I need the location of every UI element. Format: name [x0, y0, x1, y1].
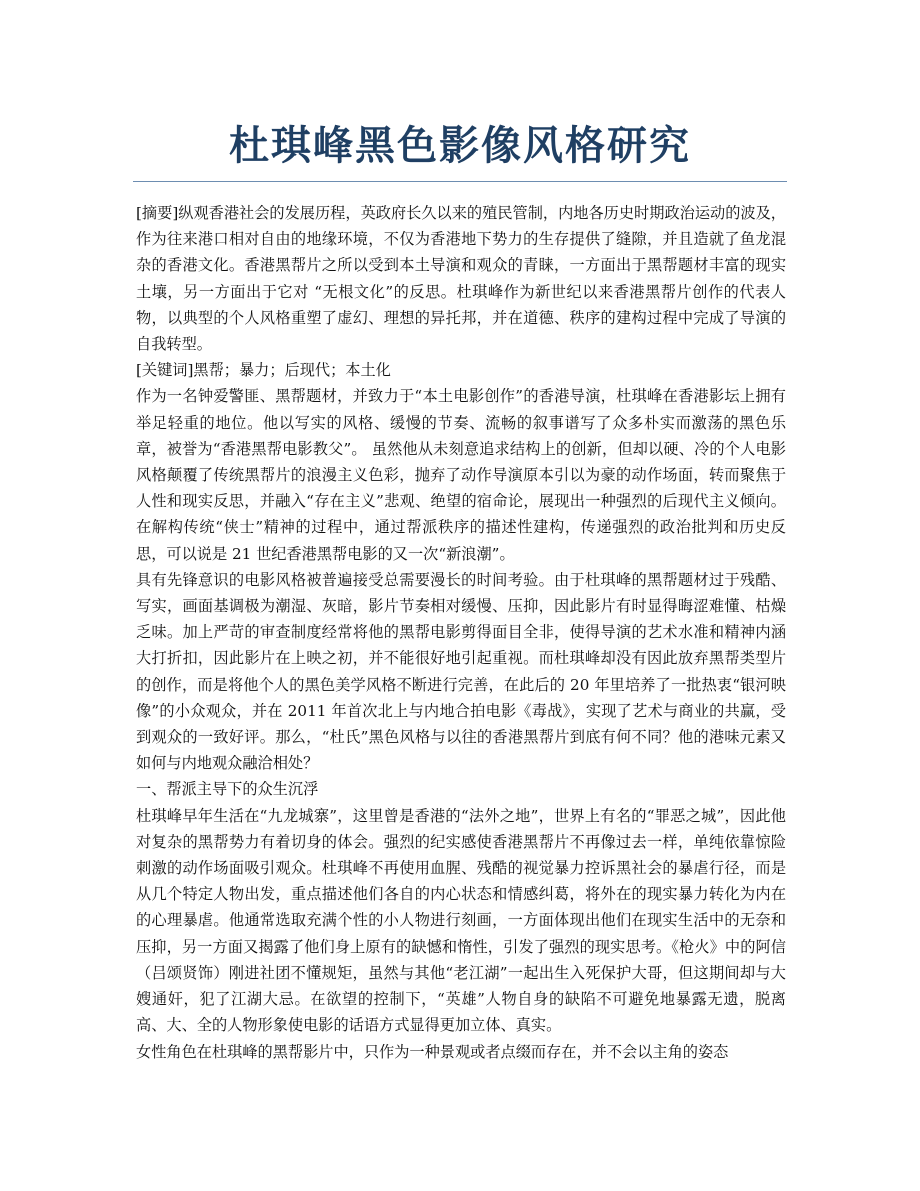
abstract-paragraph: [摘要]纵观香港社会的发展历程，英政府长久以来的殖民管制，内地各历史时期政治运动的波及，作为往来港口相对自由的地缘环境，不仅为香港地下势力的生存提供了缝隙，并且造就了鱼龙混杂的香港文化。香港黑帮片之所以受到本土导演和观众的青睐，一方面出于黑帮题材丰富的现实土壤，另一方面出于它对 “无根文化”的反思。杜琪峰作为新世纪以来香港黑帮片创作的代表人物，以典型的个人风格重塑了虚幻、理想的异托邦，并在道德、秩序的建构过程中完成了导演的自我转型。 — [136, 204, 786, 354]
document-title: 杜琪峰黑色影像风格研究 — [229, 123, 691, 169]
body-paragraph: 具有先锋意识的电影风格被普遍接受总需要漫长的时间考验。由于杜琪峰的黑帮题材过于残酷、写实，画面基调极为潮湿、灰暗，影片节奏相对缓慢、压抑，因此影片有时显得晦涩难懂、枯燥乏味。加上严苛的审查制度经常将他的黑帮电影剪得面目全非，使得导演的艺术水准和精神内涵大打折扣，因此影片在上映之初，并不能很好地引起重视。而杜琪峰却没有因此放弃黑帮类型片的创作，而是将他个人的黑色美学风格不断进行完善，在此后的 20 年里培养了一批热衷“银河映像”的小众观众，并在 2011 年首次北上与内地合拍电影《毒战》，实现了艺术与商业的共赢，受到观众的一致好评。那么，“杜氏”黑色风格与以往的香港黑帮片到底有何不同？他的港味元素又如何与内地观众融洽相处？ — [136, 570, 786, 773]
body-paragraph: 杜琪峰早年生活在“九龙城寨”，这里曾是香港的“法外之地”，世界上有名的“罪恶之城”，因此他对复杂的黑帮势力有着切身的体会。强烈的纪实感使香港黑帮片不再像过去一样，单纯依靠惊险刺激的动作场面吸引观众。杜琪峰不再使用血腥、残酷的视觉暴力控诉黑社会的暴虐行径，而是从几个特定人物出发，重点描述他们各自的内心状态和情感纠葛，将外在的现实暴力转化为内在的心理暴虐。他通常选取充满个性的小人物进行刻画，一方面体现出他们在现实生活中的无奈和压抑，另一方面又揭露了他们身上原有的缺憾和惰性，引发了强烈的现实思考。《枪火》中的阿信（吕颂贤饰）刚进社团不懂规矩，虽然与其他“老江湖”一起出生入死保护大哥，但这期间却与大嫂通奸，犯了江湖大忌。在欲望的控制下，“英雄”人物自身的缺陷不可避免地暴露无遗，脱离高、大、全的人物形象使电影的话语方式显得更加立体、真实。 — [136, 806, 786, 1035]
title-divider — [133, 181, 787, 182]
section-heading: 一、帮派主导下的众生沉浮 — [136, 780, 319, 799]
keywords-line: [关键词]黑帮；暴力；后现代；本土化 — [136, 361, 391, 380]
body-paragraph: 作为一名钟爱警匪、黑帮题材，并致力于“本土电影创作”的香港导演，杜琪峰在香港影坛上拥有举足轻重的地位。他以写实的风格、缓慢的节奏、流畅的叙事谱写了众多朴实而激荡的黑色乐章，被誉为“香港黑帮电影教父”。 虽然他从未刻意追求结构上的创新，但却以硬、冷的个人电影风格颠覆了传统黑帮片的浪漫主义色彩，抛弃了动作导演原本引以为豪的动作场面，转而聚焦于人性和现实反思，并融入“存在主义”悲观、绝望的宿命论，展现出一种强烈的后现代主义倾向。在解构传统“侠士”精神的过程中，通过帮派秩序的描述性建构，传递强烈的政治批判和历史反思，可以说是 21 世纪香港黑帮电影的又一次“新浪潮”。 — [136, 387, 786, 563]
document-body — [136, 200, 786, 1065]
body-paragraph: 女性角色在杜琪峰的黑帮影片中，只作为一种景观或者点缀而存在，并不会以主角的姿态 — [136, 1042, 729, 1061]
